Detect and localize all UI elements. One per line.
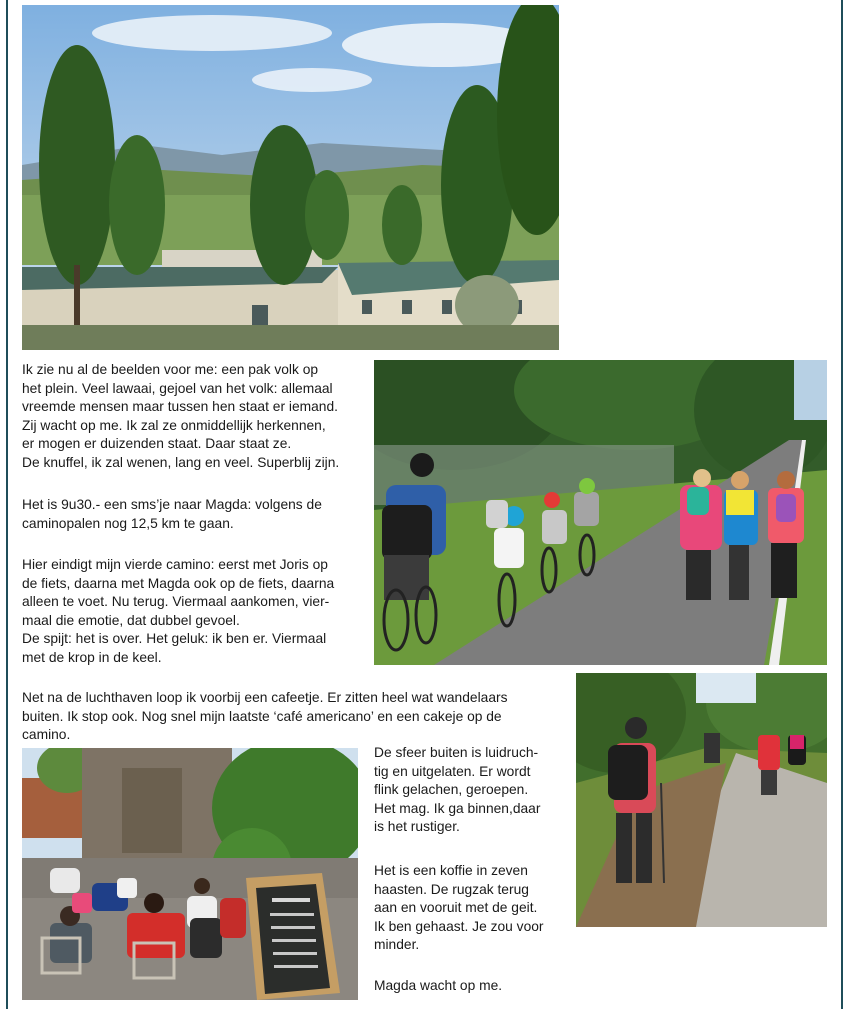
paragraph-magda-waits: Magda wacht op me. bbox=[374, 978, 503, 993]
paragraph-cafe: Net na de luchthaven loop ik voorbij een cafeetje. Er zitten heel wat wandelaars buiten. Ik stop ook. Nog snel mijn laatste ‘café americano’ en een cakeje op de camino. bbox=[22, 690, 508, 743]
paragraph-coffee: Het is een koffie in zeven haasten. De rugzak terug aan en vooruit met de geit. Ik ben gehaast. Je zou voor minder. bbox=[374, 863, 544, 953]
paragraph-fourth-camino: Hier eindigt mijn vierde camino: eerst met Joris op de fiets, daarna met Magda ook op de fiets, daarna alleen te voet. Nu terug. Viermaal aankomen, vier- maal die emotie, dat dubbel gevoel. De spijt: het is over. Het geluk: ik ben er. Viermaal met de krop in de keel. bbox=[22, 557, 335, 665]
paragraph-expectation: Ik zie nu al de beelden voor me: een pak volk op het plein. Veel lawaai, gejoel van het volk: allemaal vreemde mensen maar tussen hen staat er iemand. Zij wacht op me. Ik zal ze onmiddellijk herkennen, er mogen er duizenden staat. Daar staat ze. De knuffel, ik zal wenen, lang en veel. Superblij zijn. bbox=[22, 362, 340, 470]
cafe-photo bbox=[22, 748, 358, 1000]
page-border-left bbox=[6, 0, 8, 1009]
paragraph-atmosphere: De sfeer buiten is luidruch- tig en uitgelaten. Er wordt flink gelachen, geroepen. Het mag. Ik ga binnen,daar is het rustiger. bbox=[374, 745, 541, 835]
walkers-photo bbox=[576, 673, 827, 927]
page-border-right bbox=[841, 0, 843, 1009]
cyclists-photo bbox=[374, 360, 827, 665]
landscape-photo bbox=[22, 5, 559, 350]
paragraph-sms: Het is 9u30.- een sms’je naar Magda: volgens de caminopalen nog 12,5 km te gaan. bbox=[22, 497, 322, 531]
